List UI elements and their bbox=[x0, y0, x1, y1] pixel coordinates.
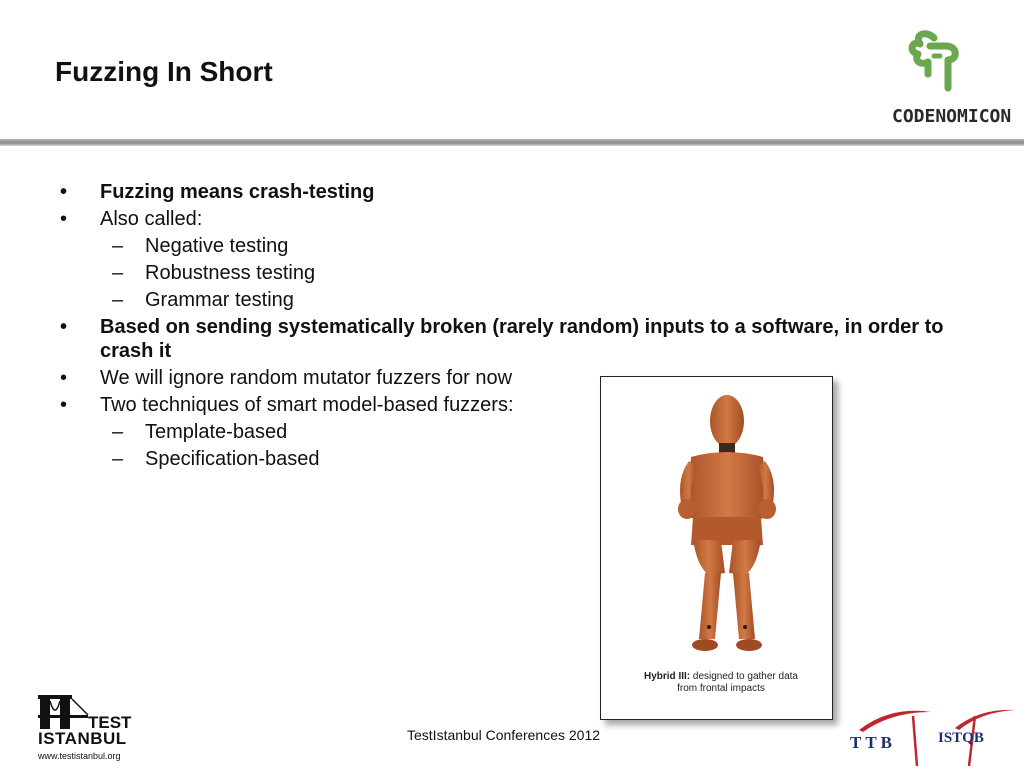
bridge-icon bbox=[38, 695, 90, 731]
photo-caption bbox=[631, 671, 811, 695]
bullet-item: • Two techniques of smart model-based fuzzers: bbox=[60, 393, 960, 417]
bullet-item: • Based on sending systematically broken (rarely random) inputs to a software, in order to crash it bbox=[60, 315, 960, 363]
footer-text: TestIstanbul Conferences 2012 bbox=[407, 727, 601, 743]
testistanbul-url: www.testistanbul.org bbox=[38, 751, 121, 761]
sub-bullet-item: – Negative testing bbox=[60, 234, 960, 258]
istqb-logo bbox=[935, 708, 1020, 768]
caption-line-1: designed to gather data bbox=[690, 671, 798, 682]
bullet-item: • Also called: bbox=[60, 207, 960, 231]
ttb-logo bbox=[845, 708, 935, 768]
sub-bullet-item: – Template-based bbox=[60, 420, 960, 444]
istqb-wordmark: ISTQB bbox=[938, 730, 984, 746]
sub-bullet-item: – Specification-based bbox=[60, 447, 960, 471]
testistanbul-istanbul-word: ISTANBUL bbox=[38, 729, 127, 748]
slide-title: Fuzzing In Short bbox=[55, 56, 273, 87]
caption-bold: Hybrid III: bbox=[644, 671, 691, 682]
sub-bullet-item: – Grammar testing bbox=[60, 288, 960, 312]
crash-test-dummy-image bbox=[601, 377, 832, 667]
testistanbul-logo bbox=[36, 695, 146, 763]
sub-bullet-item: – Robustness testing bbox=[60, 261, 960, 285]
crash-test-dummy-photo bbox=[600, 376, 833, 720]
bullet-item: • Fuzzing means crash-testing bbox=[60, 180, 960, 204]
ttb-wordmark: TTB bbox=[850, 733, 897, 752]
caption-line-2: from frontal impacts bbox=[677, 683, 765, 694]
codenomicon-logo bbox=[886, 26, 1012, 130]
testistanbul-test-word: TEST bbox=[88, 713, 132, 732]
codenomicon-symbol-icon bbox=[886, 26, 1006, 106]
header-divider bbox=[0, 139, 1024, 146]
codenomicon-wordmark: CODENOMICON bbox=[892, 106, 1012, 127]
bullet-item: • We will ignore random mutator fuzzers for now bbox=[60, 366, 960, 390]
